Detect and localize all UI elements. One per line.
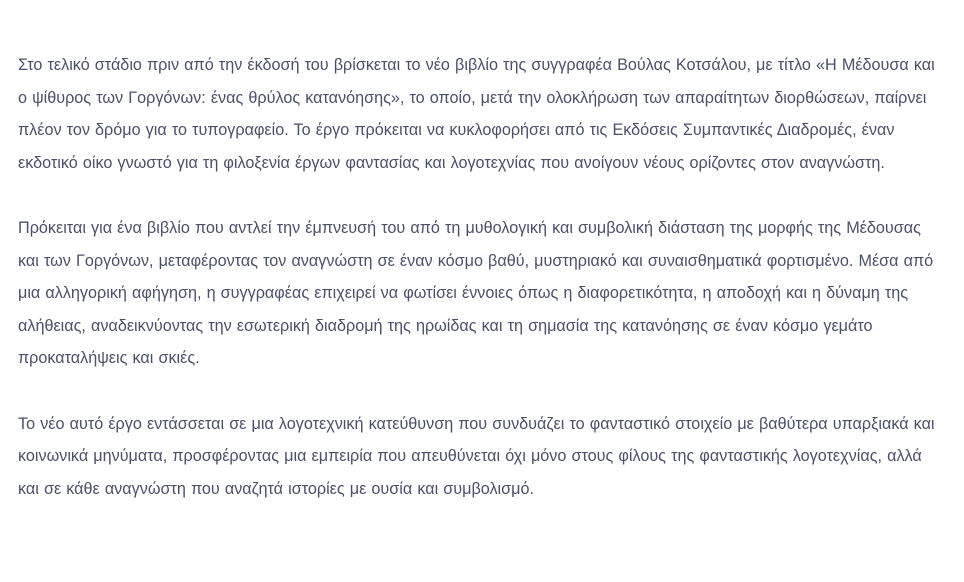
- article-body: [18, 49, 940, 505]
- article-paragraph-1: Στο τελικό στάδιο πριν από την έκδοσή του βρίσκεται το νέο βιβλίο της συγγραφέα Βούλας Κοτσάλου, με τίτλο «Η Μέδουσα και ο ψίθυρος των Γοργόνων: ένας θρύλος κατανόησης», το οποίο, μετά την ολοκλήρωση των απαραίτητων διορθώσεων, παίρνει πλέον τον δρόμο για το τυπογραφείο. Το έργο πρόκειται να κυκλοφορήσει από τις Εκδόσεις Συμπαντικές Διαδρομές, έναν εκδοτικό οίκο γνωστό για τη φιλοξενία έργων φαντασίας και λογοτεχνίας που ανοίγουν νέους ορίζοντες στον αναγνώστη.: [18, 56, 935, 172]
- article-paragraph-2: Πρόκειται για ένα βιβλίο που αντλεί την έμπνευσή του από τη μυθολογική και συμβολική διάσταση της μορφής της Μέδουσας και των Γοργόνων, μεταφέροντας τον αναγνώστη σε έναν κόσμο βαθύ, μυστηριακό και συναισθηματικά φορτισμένο. Μέσα από μια αλληγορική αφήγηση, η συγγραφέας επιχειρεί να φωτίσει έννοιες όπως η διαφορετικότητα, η αποδοχή και η δύναμη της αλήθειας, αναδεικνύοντας την εσωτερική διαδρομή της ηρωίδας και τη σημασία της κατανόησης σε έναν κόσμο γεμάτο προκαταλήψεις και σκιές.: [18, 218, 934, 368]
- article-paragraph-3: Το νέο αυτό έργο εντάσσεται σε μια λογοτεχνική κατεύθυνση που συνδυάζει το φανταστικό στοιχείο με βαθύτερα υπαρξιακά και κοινωνικά μηνύματα, προσφέροντας μια εμπειρία που απευθύνεται όχι μόνο στους φίλους της φανταστικής λογοτεχνίας, αλλά και σε κάθε αναγνώστη που αναζητά ιστορίες με ουσία και συμβολισμό.: [18, 414, 935, 498]
